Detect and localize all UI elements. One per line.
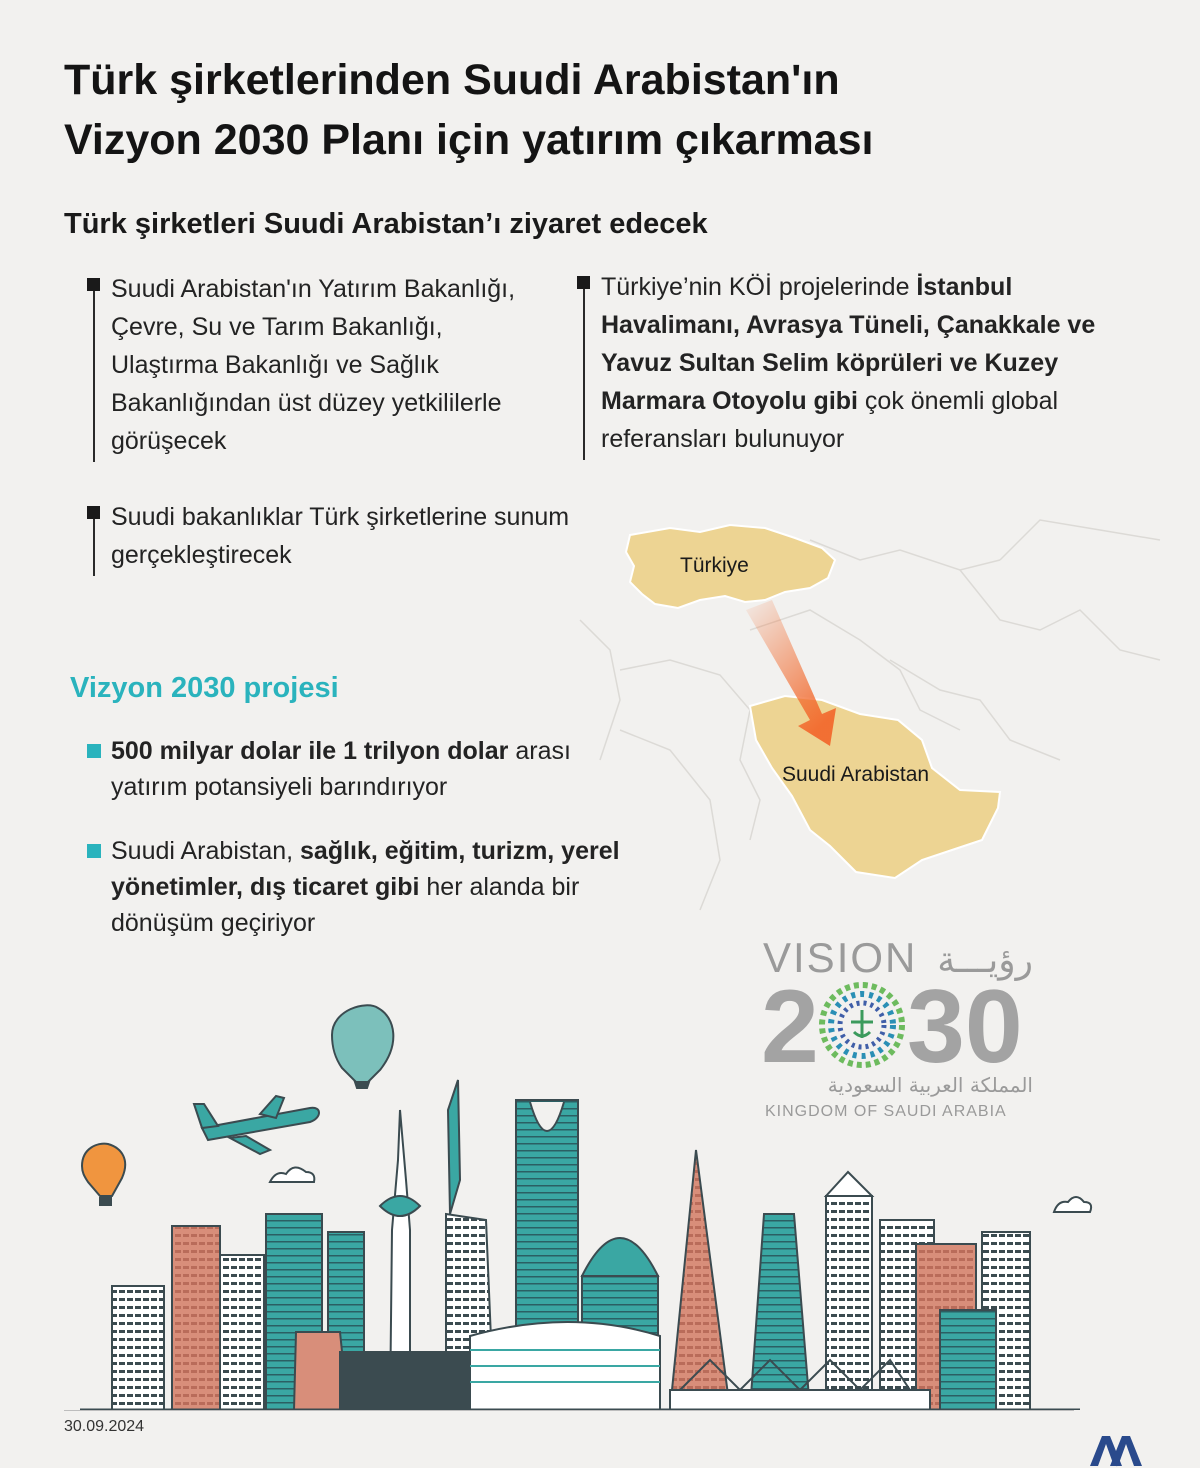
airplane-icon: [194, 1096, 319, 1154]
bullet-square-icon: [87, 278, 100, 291]
vision-heading: Vizyon 2030 projesi: [70, 672, 339, 704]
cloud-icon: [1054, 1197, 1091, 1212]
hot-air-balloon-icon: [332, 1005, 393, 1088]
visit-point-text-bold: İstanbul Havalimanı, Avrasya Tüneli, Çanakkale ve Yavuz Sultan Selim köprüleri ve Kuzey Marmara Otoyolu gibi: [601, 273, 1096, 415]
region-map: [560, 500, 1180, 920]
logo-year-right: 30: [907, 969, 1023, 1085]
publish-date: 30.09.2024: [64, 1418, 145, 1435]
bullet-square-icon: [87, 506, 100, 519]
vision-point-bold: sağlık, eğitim, turizm, yerel yönetimler, dış ticaret gibi: [111, 837, 620, 901]
orange-balloon-icon: [82, 1144, 125, 1205]
saudi-shape: [750, 696, 1000, 878]
logo-arabic-vision: رؤيـــة: [937, 940, 1033, 981]
visit-point-presentation: [111, 498, 571, 574]
skyline-illustration: [70, 1000, 1100, 1410]
visit-point-text: Suudi Arabistan'ın Yatırım Bakanlığı, Çevre, Su ve Tarım Bakanlığı, Ulaştırma Bakanlığı ve Sağlık Bakanlığından üst düzey yetkililerle görüşecek: [111, 275, 516, 455]
title-line-2: Vizyon 2030 Planı için yatırım çıkarması: [64, 116, 874, 164]
section-subtitle: Türk şirketleri Suudi Arabistan’ı ziyaret edecek: [64, 208, 708, 240]
vision-point-investment: [111, 733, 631, 805]
logo-year-left: 2: [761, 969, 819, 1085]
vision-point-text: arası yatırım potansiyeli barındırıyor: [111, 737, 571, 801]
visit-point-references: [601, 268, 1131, 458]
visit-point-text-pre: Türkiye’nin KÖİ projelerinde: [601, 273, 917, 301]
map-label-turkiye: Türkiye: [680, 554, 749, 577]
logo-arabic-kingdom: المملكة العربية السعودية: [827, 1073, 1033, 1097]
map-label-saudi: Suudi Arabistan: [782, 763, 930, 786]
bullet-line: [583, 276, 585, 460]
visit-point-text-post: çok önemli global referansları bulunuyor: [601, 387, 1059, 453]
vision-point-text-post: her alanda bir dönüşüm geçiriyor: [111, 873, 580, 937]
logo-kingdom-text: KINGDOM OF SAUDI ARABIA: [765, 1103, 1007, 1120]
vision-point-text-pre: Suudi Arabistan,: [111, 837, 301, 865]
page-title: [64, 50, 1144, 170]
visit-point-ministries: [111, 270, 551, 460]
teal-square-icon: [87, 844, 101, 858]
vision-point-transformation: [111, 833, 631, 941]
footer-divider: [64, 1410, 1074, 1411]
visit-point-text: Suudi bakanlıklar Türk şirketlerine sunum gerçekleştirecek: [111, 503, 570, 569]
vision-point-bold: 500 milyar dolar ile 1 trilyon dolar: [111, 737, 509, 765]
bullet-line: [93, 278, 95, 462]
aa-logo-icon: [1088, 1432, 1144, 1468]
cloud-icon: [270, 1167, 314, 1182]
title-line-1: Türk şirketlerinden Suudi Arabistan'ın: [64, 56, 840, 104]
logo-vision-text: VISION: [763, 934, 918, 981]
teal-square-icon: [87, 744, 101, 758]
bullet-square-icon: [577, 276, 590, 289]
